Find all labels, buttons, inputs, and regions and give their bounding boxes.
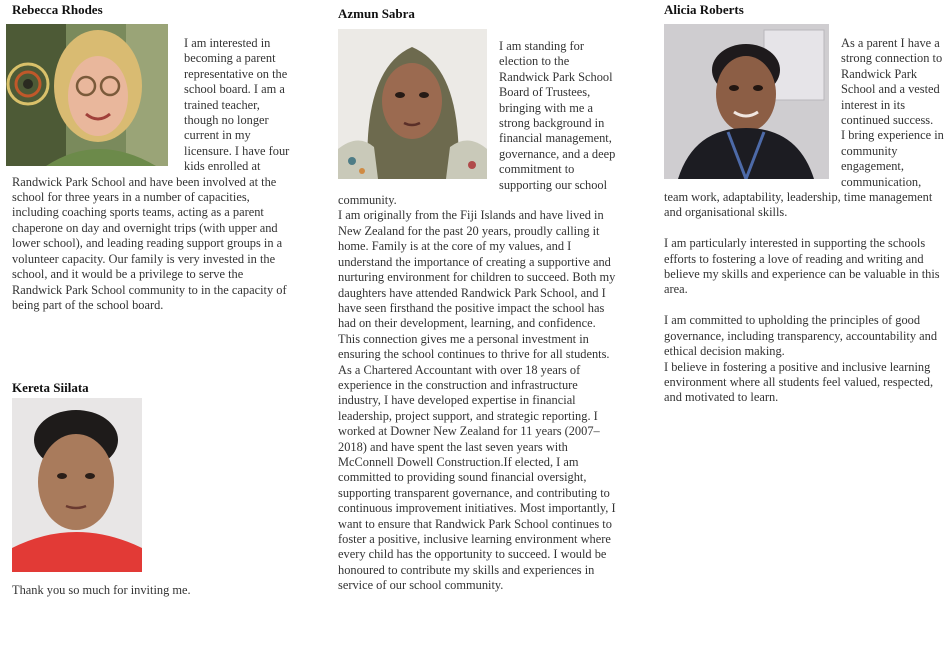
statement-paragraph: I bring experience in community engagement, communication, team work, adaptability, leadership, time management and organisational skills. (664, 128, 944, 220)
candidate-name: Rebecca Rhodes (12, 2, 103, 17)
statement-paragraph: I am interested in becoming a parent representative on the school board. I am a trained teacher, though no longer current in my licensure. I have four kids enrolled at Randwick Park School and have been involved at the school for three years in a number of capacities, including coaching sports teams, acting as a parent chaperone on day and overnight trips (with upper and lower school), and leading reading support groups in a volunteer capacity. Our family is very invested in the school, and it would be a privilege to serve the Randwick Park School community to in the capacity of being part of the school board. (12, 36, 290, 312)
candidate-statement (664, 36, 946, 406)
kereta-portrait-icon (12, 398, 142, 572)
candidate-name: Azmun Sabra (338, 6, 415, 21)
rebecca-portrait-icon (6, 24, 168, 166)
statement-paragraph: I am originally from the Fiji Islands and have lived in New Zealand for the past 20 years, proudly calling it home. Family is at the core of my values, and I understand the importance of creating a supportive and nurturing environment for children to succeed. Both my daughters have attended Randwick Park School, and I have seen firsthand the positive impact the school has had on their development, learning, and confidence. This connection gives me a personal investment in ensuring the school continues to thrive for all students. (338, 208, 616, 362)
azmun-portrait-icon (338, 29, 487, 179)
candidate-statement (338, 39, 618, 594)
statement-paragraph: As a Chartered Accountant with over 18 years of experience in the construction and infrastructure industry, I have developed expertise in financial leadership, project support, and strategic reporting. I worked at Downer New Zealand for 11 years (2007–2018) and have spent the last seven years with McConnell Dowell Construction.If elected, I am committed to providing sound financial oversight, supporting transparent governance, and contributing to continuous improvement initiatives. Most importantly, I want to ensure that Randwick Park School continues to foster a positive, inclusive learning environment where every child has the opportunity to succeed. I would be honoured to contribute my skills and experiences in service of our school community. (338, 362, 616, 593)
alicia-portrait-icon (664, 24, 829, 179)
statement-paragraph: Thank you so much for inviting me. (12, 583, 191, 597)
statement-paragraph: I am committed to upholding the principles of good governance, including transparency, accountability and ethical decision making. (664, 313, 938, 359)
kereta-portrait-photo (12, 398, 142, 572)
statement-paragraph: As a parent I have a strong connection to Randwick Park School and a vested interest in its continued success. (841, 36, 943, 128)
statement-paragraph: I am particularly interested in supporting the schools efforts to fostering a love of reading and writing and believe my skills and experience can be valuable in this area. (664, 236, 940, 297)
azmun-portrait-photo (338, 29, 487, 179)
alicia-portrait-photo (664, 24, 829, 179)
statement-paragraph: I believe in fostering a positive and inclusive learning environment where all students feel valued, respected, and motivated to learn. (664, 359, 934, 405)
candidate-statement (12, 583, 294, 598)
candidate-statement (12, 36, 294, 313)
candidate-name: Kereta Siilata (12, 380, 89, 395)
candidate-name: Alicia Roberts (664, 2, 744, 17)
statement-paragraph: I am standing for election to the Randwick Park School Board of Trustees, bringing with me a strong background in financial management, governance, and a deep commitment to supporting our school community. (338, 39, 616, 208)
rebecca-portrait-photo (6, 24, 168, 166)
